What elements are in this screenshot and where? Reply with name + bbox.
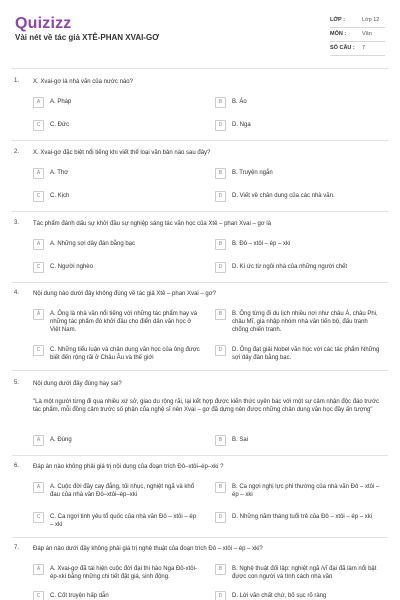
option-c[interactable] (33, 345, 203, 362)
question-text: Đáp án nào không phải giá trị nội dung của đoạn trích Đô–xtôi–ép–xki ? (33, 464, 224, 470)
option-text: C. Ca ngợi tinh yêu tổ quốc của nhà văn Đô – xtôi – ép – xki (50, 514, 197, 529)
meta-count-value: 7 (362, 45, 366, 51)
question-statement: "Là một người từng đi qua nhiều xứ sở, giao du rộng rãi, lại kết hợp được kiến thức uyên bác với một sự cảm nhận độc đáo trước tác phẩm, mỗi đồng cảm trước số phận của nghệ sĩ nên Xvai – gơ đã dựng nên được những chân dung văn học đầy ấn tượng" (33, 399, 380, 414)
option-letter-box: C (33, 120, 44, 131)
option-text: B. Sai (232, 437, 249, 443)
option-text: C. Kịch (50, 193, 70, 199)
option-text: C. Cốt truyện hấp dẫn (50, 593, 109, 599)
option-a[interactable] (33, 168, 203, 182)
option-letter-box: B (215, 482, 226, 493)
option-text: B. Truyện ngắn (232, 170, 273, 176)
option-letter-box: C (33, 512, 44, 523)
option-a[interactable] (33, 239, 203, 253)
option-b[interactable] (215, 97, 385, 111)
option-letter-box: D (215, 120, 226, 131)
option-d[interactable] (215, 262, 385, 276)
option-letter-box: A (33, 168, 44, 179)
option-d[interactable] (215, 345, 385, 362)
option-letter-box: C (33, 345, 44, 356)
option-text: D. Nga (232, 122, 251, 128)
meta-subject-value: Văn (362, 31, 372, 37)
option-letter-box: B (215, 435, 226, 446)
option-text: A. Những sợi dây đàn bằng bạc (50, 241, 136, 247)
question-number: 4. (14, 290, 20, 296)
quizizz-logo: Quizizz (15, 15, 72, 32)
option-b[interactable] (215, 482, 385, 499)
option-text: D. Ông đạt giải Nobel văn học với các tác phẩm Những sợi dây đàn bằng bạc. (232, 347, 380, 362)
worksheet-header (0, 0, 400, 70)
meta-count-label: SỐ CÂU : (330, 45, 355, 51)
option-text: A. Thơ (50, 170, 69, 176)
option-d[interactable] (215, 120, 385, 134)
option-c[interactable] (33, 191, 203, 205)
meta-class-label: LỚP : (330, 17, 345, 23)
option-text: A. Xvai-gơ đã tái hiện cuộc đời đại thi hào Nga Đô-xtôi-ép-xki bằng những chi tiết đặt giá, sinh động. (50, 566, 197, 581)
option-text: B. Ca ngợi nghị lực phi thường của nhà văn Đô – xtôi – ép – xki (232, 484, 380, 499)
option-text: D. Viết về chân dung của các nhà văn. (232, 193, 335, 199)
option-letter-box: C (33, 191, 44, 202)
header-divider (12, 68, 388, 69)
meta-divider (330, 41, 385, 42)
option-letter-box: D (215, 191, 226, 202)
option-b[interactable] (215, 168, 385, 182)
option-b[interactable] (215, 239, 385, 253)
option-a[interactable] (33, 309, 203, 334)
question-text: Đáp án nào dưới đây không phải giá trị nghệ thuật của đoạn trích Đô – xtôi – ép – xki? (33, 546, 263, 552)
option-b[interactable] (215, 564, 385, 581)
option-text: C. Người nghèo (50, 264, 93, 270)
question-divider (12, 455, 388, 456)
option-letter-box: D (215, 345, 226, 356)
option-d[interactable] (215, 512, 385, 526)
option-a[interactable] (33, 97, 203, 111)
option-letter-box: B (215, 309, 226, 320)
question-divider (12, 282, 388, 283)
option-text: A. Pháp (50, 99, 72, 105)
option-letter-box: B (215, 168, 226, 179)
question-number: 2. (14, 149, 20, 155)
question-text: Nội dung nào dưới đây không đúng về tác giả Xtê – phan Xvai – gơ? (33, 291, 217, 297)
option-letter-box: A (33, 564, 44, 575)
option-a[interactable] (33, 482, 203, 499)
option-text: B. Nghệ thuật đối lập: nghiệt ngã /vĩ đại đã làm nổi bật được con người và tính cách nhà văn (232, 566, 377, 581)
question-number: 1. (14, 78, 20, 84)
option-text: C. Đức (50, 122, 70, 128)
question-divider (12, 537, 388, 538)
meta-class-value: Lớp 12 (362, 17, 380, 23)
option-letter-box: A (33, 97, 44, 108)
option-text: D. Lời văn chất chứ, bố sục rõ ràng (232, 593, 327, 599)
option-text: B. Ông từng đi du lịch nhiều nơi như châu Á, châu Phi, châu Mĩ, gia nhập nhóm nhà văn tiến bộ, đấu tranh chống chiến tranh. (232, 311, 378, 334)
question-number: 7. (14, 545, 20, 551)
question-text: Tác phẩm đánh dấu sự khởi đầu sự nghiệp sáng tác văn học của Xtê – phan Xvai – gơ là (33, 221, 272, 227)
option-letter-box: B (215, 97, 226, 108)
option-text: D. Những năm tháng tuổi trẻ của Đô – xtôi – ép – xki (232, 514, 373, 520)
question-number: 5. (14, 380, 20, 386)
option-text: D. Kí ức từ ngôi nhà của những người chết (232, 264, 348, 270)
option-c[interactable] (33, 262, 203, 276)
option-text: A. Ông là nhà văn nổi tiếng với những tác phẩm hay và những tác phẩm đó khởi đầu cho điển dân văn học ở Việt Nam. (50, 311, 198, 334)
option-letter-box: A (33, 239, 44, 250)
option-text: B. Đô – xtôi – ép – xki (232, 241, 291, 247)
option-text: C. Những tiểu luận và chân dung văn học của ông được biết đến rộng rãi ở Châu Âu và thế giới (50, 347, 200, 362)
meta-subject-label: MÔN : (330, 31, 347, 37)
meta-divider (330, 27, 385, 28)
question-text: X. Xvai-gơ là nhà văn của nước nào? (33, 79, 133, 85)
option-b[interactable] (215, 309, 385, 334)
option-text: B. Áo (232, 99, 247, 105)
option-letter-box: A (33, 309, 44, 320)
option-letter-box: B (215, 564, 226, 575)
option-letter-box: D (215, 591, 226, 600)
option-a[interactable] (33, 435, 203, 449)
question-number: 6. (14, 463, 20, 469)
question-divider (12, 140, 388, 141)
meta-divider (330, 55, 385, 56)
option-letter-box: D (215, 512, 226, 523)
option-letter-box: C (33, 591, 44, 600)
option-letter-box: C (33, 262, 44, 273)
option-text: A. Cuộc đời đầy cay đắng, tủi nhục, nghiệt ngã và khổ đau của nhà văn Đô–xtôi–ép–xki (50, 484, 195, 499)
option-a[interactable] (33, 564, 203, 581)
option-letter-box: D (215, 262, 226, 273)
option-d[interactable] (215, 191, 385, 205)
question-divider (12, 370, 388, 371)
question-text: X. Xvai-gơ đặc biệt nổi tiếng khi viết thể loại văn bản nào sau đây? (33, 150, 211, 156)
option-text: A. Đúng (50, 437, 72, 443)
option-c[interactable] (33, 512, 203, 529)
option-letter-box: B (215, 239, 226, 250)
option-letter-box: A (33, 482, 44, 493)
option-letter-box: A (33, 435, 44, 446)
option-b[interactable] (215, 435, 385, 449)
question-text: Nội dung dưới đây đúng hay sai? (33, 381, 122, 387)
question-number: 3. (14, 220, 20, 226)
page-title: Vài nét về tác giả XTÊ-PHAN XVAI-GƠ (15, 33, 160, 42)
question-divider (12, 211, 388, 212)
option-d[interactable] (215, 591, 385, 600)
option-c[interactable] (33, 591, 203, 600)
option-c[interactable] (33, 120, 203, 134)
